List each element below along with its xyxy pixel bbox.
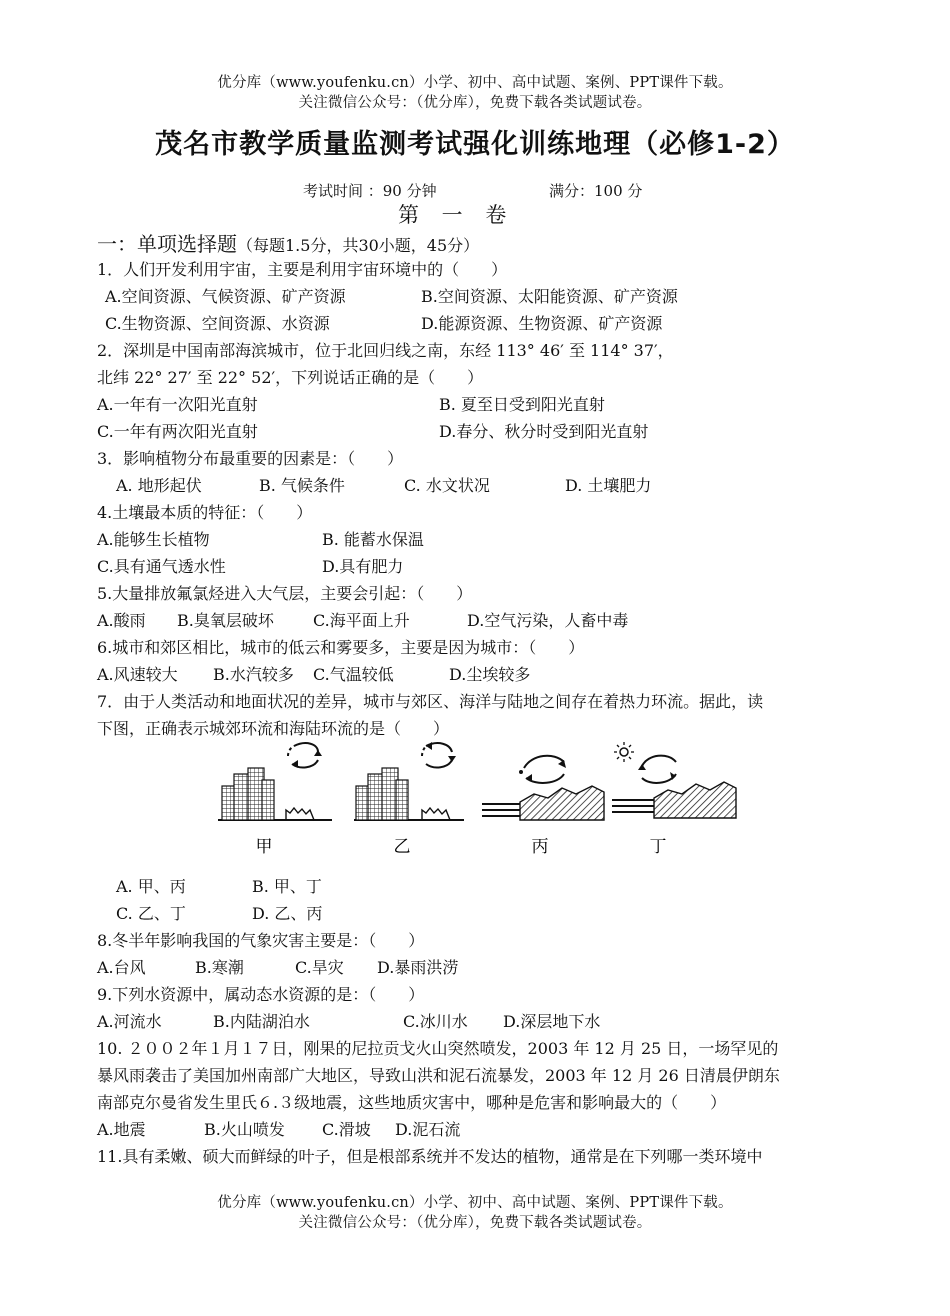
question-9-option-b: B.内陆湖泊水 [213,1012,310,1031]
question-1-option-b: B.空间资源、太阳能资源、矿产资源 [421,287,678,306]
question-9-option-d: D.深层地下水 [503,1012,601,1031]
question-7-option-c: C. 乙、丁 [116,904,186,923]
circulation-diagram [214,740,754,865]
panel-yi-diagram [354,742,464,820]
figure-label-yi: 乙 [393,837,411,857]
question-2-option-d: D.春分、秋分时受到阳光直射 [439,422,649,441]
question-10-stem-1: 10. ２００２年１月１７日，刚果的尼拉贡戈火山突然喷发，2003 年 12 月 25 日，一场罕见的 [97,1039,779,1058]
question-2-option-b: B. 夏至日受到阳光直射 [439,395,605,414]
question-5-option-d: D.空气污染，人畜中毒 [467,611,629,630]
question-8-stem: 8.冬半年影响我国的气象灾害主要是：（ ） [97,931,425,950]
question-10-stem-2: 暴风雨袭击了美国加州南部广大地区，导致山洪和泥石流暴发，2003 年 12 月 26 日清晨伊朗东 [97,1066,780,1085]
moon-icon [492,744,504,759]
question-1-option-c: C.生物资源、空间资源、水资源 [105,314,330,333]
question-4-stem: 4.土壤最本质的特征：（ ） [97,503,313,522]
question-6-option-a: A.风速较大 [97,665,178,684]
section-note: （每题1.5分，共30小题，45分） [237,236,480,255]
question-5-option-c: C.海平面上升 [313,611,410,630]
header-line-1: 优分库（www.youfenku.cn）小学、初中、高中试题、案例、PPT课件下载。 [217,75,733,91]
question-3-option-c: C. 水文状况 [404,476,490,495]
question-7-option-d: D. 乙、丙 [252,904,323,923]
question-9-option-c: C.冰川水 [403,1012,468,1031]
circulation-figure [214,740,754,865]
panel-bing-diagram [482,744,604,820]
question-8-option-d: D.暴雨洪涝 [377,958,459,977]
full-score: 满分：100 分 [549,182,643,200]
footer-line-1: 优分库（www.youfenku.cn）小学、初中、高中试题、案例、PPT课件下载。 [217,1195,733,1211]
question-3-option-d: D. 土壤肥力 [565,476,652,495]
question-5-option-a: A.酸雨 [97,611,146,630]
question-4-option-d: D.具有肥力 [322,557,404,576]
question-10-option-d: D.泥石流 [395,1120,461,1139]
figure-label-ding: 丁 [649,837,667,857]
question-1-stem: 1．人们开发利用宇宙，主要是利用宇宙环境中的（ ） [97,260,508,279]
question-4-option-c: C.具有通气透水性 [97,557,226,576]
exam-time: 考试时间 ：90 分钟 [303,182,437,200]
section-heading [97,231,479,259]
question-6-option-b: B.水汽较多 [213,665,294,684]
question-8-option-a: A.台风 [97,958,146,977]
question-2-option-c: C.一年有两次阳光直射 [97,422,258,441]
question-3-option-b: B. 气候条件 [259,476,345,495]
question-1-option-d: D.能源资源、生物资源、矿产资源 [421,314,663,333]
panel-ding-diagram [612,742,736,818]
sun-icon [614,742,634,762]
page-title: 茂名市教学质量监测考试强化训练地理（必修1-2） [155,129,795,160]
question-5-stem: 5.大量排放氟氯烃进入大气层，主要会引起：（ ） [97,584,473,603]
question-9-stem: 9.下列水资源中，属动态水资源的是：（ ） [97,985,425,1004]
question-10-stem-3: 南部克尔曼省发生里氏６.３级地震，这些地质灾害中，哪种是危害和影响最大的（ ） [97,1093,727,1112]
question-7-stem-1: 7．由于人类活动和地面状况的差异，城市与郊区、海洋与陆地之间存在着热力环流。据此，读 [97,692,764,711]
question-7-stem-2: 下图，正确表示城郊环流和海陆环流的是（ ） [97,719,450,738]
section-title: 一：单项选择题 [97,232,237,256]
question-4-option-a: A.能够生长植物 [97,530,210,549]
header-line-2: 关注微信公众号：（优分库），免费下载各类试题试卷。 [298,95,652,111]
question-2-option-a: A.一年有一次阳光直射 [97,395,258,414]
question-8-option-c: C.旱灾 [295,958,344,977]
figure-label-bing: 丙 [531,837,549,857]
question-10-option-c: C.滑坡 [322,1120,371,1139]
question-11-stem: 11.具有柔嫩、硕大而鲜绿的叶子，但是根部系统并不发达的植物，通常是在下列哪一类环境中 [97,1147,763,1166]
question-6-option-c: C.气温较低 [313,665,394,684]
question-7-option-b: B. 甲、丁 [252,877,322,896]
question-3-stem: 3．影响植物分布最重要的因素是：（ ） [97,449,404,468]
question-9-option-a: A.河流水 [97,1012,162,1031]
question-6-option-d: D.尘埃较多 [449,665,531,684]
question-6-stem: 6.城市和郊区相比，城市的低云和雾要多，主要是因为城市：（ ） [97,638,585,657]
footer-line-2: 关注微信公众号：（优分库），免费下载各类试题试卷。 [298,1215,652,1231]
question-2-stem-2: 北纬 22° 27′ 至 22° 52′，下列说话正确的是（ ） [97,368,484,387]
question-2-stem-1: 2．深圳是中国南部海滨城市，位于北回归线之南，东经 113° 46′ 至 114° 37′， [97,341,674,360]
volume-label: 第 一 卷 [398,203,515,227]
question-1-option-a: A.空间资源、气候资源、矿产资源 [105,287,346,306]
panel-jia-diagram [218,743,332,820]
question-4-option-b: B. 能蓄水保温 [322,530,424,549]
question-5-option-b: B.臭氧层破坏 [177,611,274,630]
question-8-option-b: B.寒潮 [195,958,244,977]
question-10-option-b: B.火山喷发 [204,1120,285,1139]
question-7-option-a: A. 甲、丙 [116,877,186,896]
figure-label-jia: 甲 [255,837,273,857]
question-10-option-a: A.地震 [97,1120,146,1139]
question-3-option-a: A. 地形起伏 [116,476,202,495]
